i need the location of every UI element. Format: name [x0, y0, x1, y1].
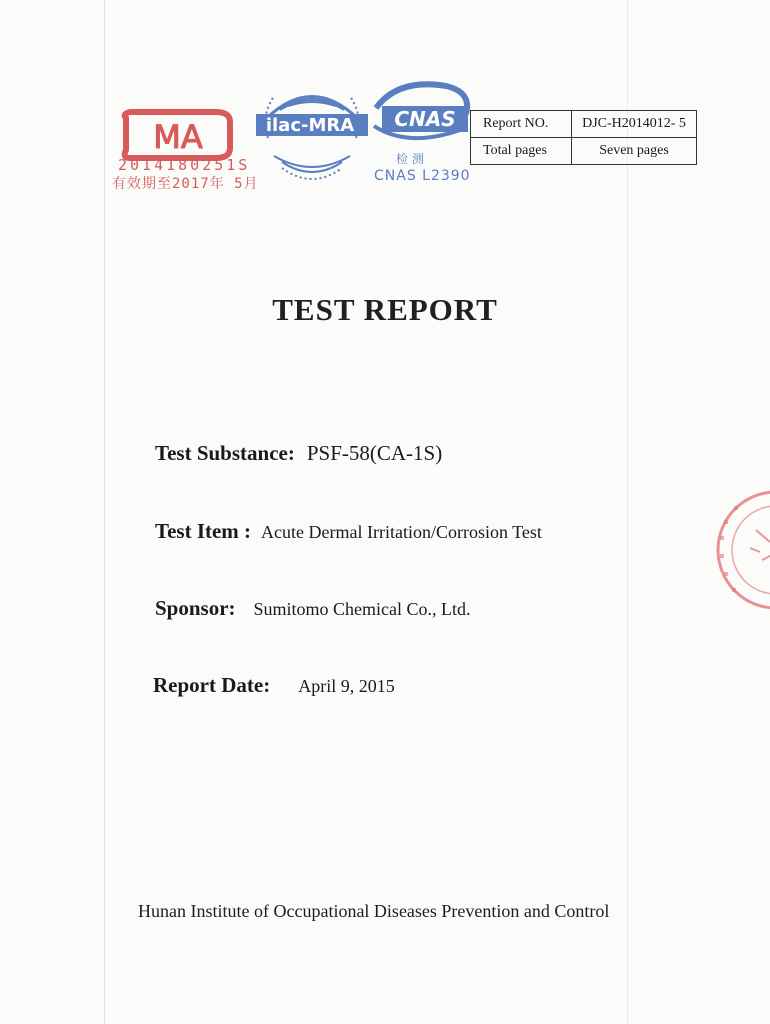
total-pages-label: Total pages [471, 138, 572, 165]
red-seal-stamp [710, 480, 770, 620]
institute-name: Hunan Institute of Occupational Diseases Prevention and Control [138, 901, 610, 921]
sponsor-value: Sumitomo Chemical Co., Ltd. [253, 599, 471, 619]
cnas-emblem-icon [368, 78, 478, 158]
report-date-value: April 9, 2015 [298, 676, 395, 696]
report-date-field [153, 673, 395, 698]
test-item-field [155, 519, 542, 544]
sponsor-field [155, 596, 471, 621]
report-no-row [471, 111, 697, 138]
cma-stamp [96, 100, 266, 210]
cma-mark-text: MA [153, 118, 203, 156]
ilac-globe-icon [252, 78, 372, 188]
cnas-code: CNAS L2390 [374, 168, 471, 184]
test-item-value: Acute Dermal Irritation/Corrosion Test [261, 522, 542, 542]
cma-number: 2014180251S [118, 156, 251, 174]
test-substance-label: Test Substance: [155, 441, 295, 465]
cnas-logo [368, 78, 478, 158]
report-info-table [470, 110, 697, 165]
report-no-label: Report NO. [471, 111, 572, 138]
seal-icon [710, 480, 770, 620]
report-no-value: DJC-H2014012- 5 [572, 111, 697, 138]
page-title: TEST REPORT [272, 292, 498, 327]
sponsor-label: Sponsor: [155, 596, 236, 620]
total-pages-value: Seven pages [572, 138, 697, 165]
ilac-text: ilac-MRA [265, 115, 355, 136]
report-date-label: Report Date: [153, 673, 271, 697]
test-substance-value: PSF-58(CA-1S) [306, 441, 443, 465]
total-pages-row [471, 138, 697, 165]
test-substance-field [155, 441, 442, 466]
cma-validity: 有效期至2017年 5月 [112, 176, 259, 192]
test-item-label: Test Item : [155, 519, 252, 543]
cnas-text: CNAS [394, 107, 456, 131]
cnas-chinese-label: 检 测 [396, 152, 424, 166]
ilac-mra-logo [252, 78, 372, 188]
